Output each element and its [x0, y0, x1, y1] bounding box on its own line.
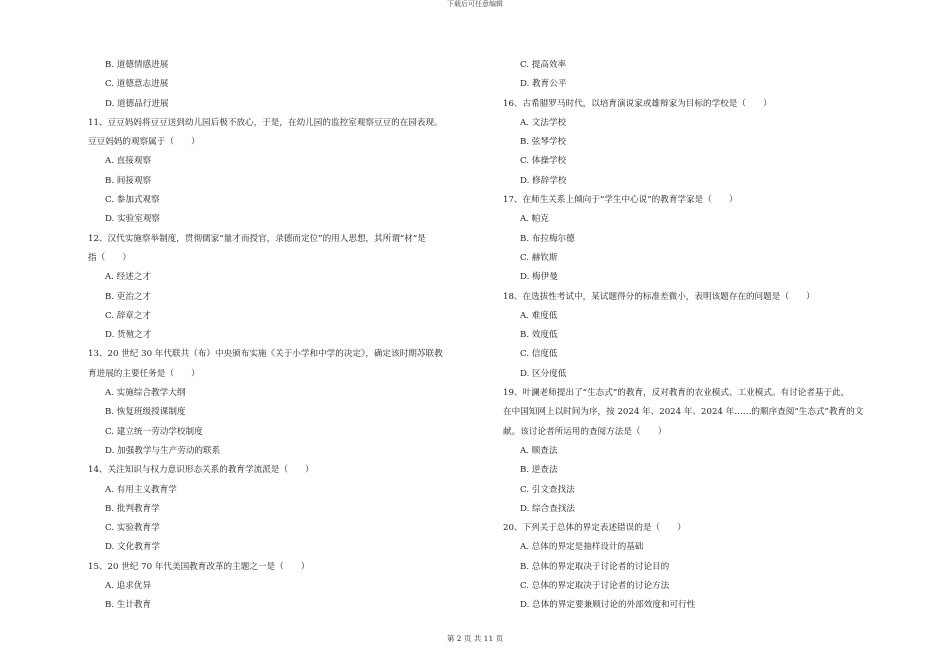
answer-option: B. 总体的界定取决于讨论者的讨论目的 — [520, 561, 670, 572]
answer-option: B. 恢复班级授课制度 — [105, 407, 186, 418]
answer-option: C. 道德意志进展 — [105, 79, 169, 90]
question-text: 14、关注知识与权力意识形态关系的教育学流派是（ ） — [88, 465, 314, 476]
question-text: 12、汉代实施察举制度，贯彻儒家“量才而授官，录德而定位”的用人思想，其所谓“材”是 — [88, 233, 426, 244]
answer-option: B. 间接观察 — [105, 175, 152, 186]
answer-option: B. 弦琴学校 — [520, 137, 567, 148]
answer-option: C. 提高效率 — [520, 60, 567, 70]
answer-option: A. 顺查法 — [520, 445, 558, 456]
question-text: 15、20 世纪 70 年代美国教育改革的主题之一是（ ） — [88, 561, 310, 572]
answer-option: D. 梅伊曼 — [520, 272, 558, 283]
answer-option: C. 体操学校 — [520, 156, 567, 167]
answer-option: D. 文化教育学 — [105, 542, 161, 553]
answer-option: A. 实施综合教学大纲 — [105, 388, 186, 399]
answer-option: B. 布拉梅尔德 — [520, 233, 575, 244]
answer-option: C. 建立统一劳动学校制度 — [105, 426, 203, 437]
question-text: 11、豆豆妈妈将豆豆送到幼儿园后极不放心，于是，在幼儿园的监控室观察豆豆的在园表现。 — [88, 117, 443, 128]
answer-option: C. 实验教育学 — [105, 523, 160, 534]
answer-option: B. 生计教育 — [105, 600, 152, 611]
answer-option: D. 总体的界定要兼顾讨论的外部效度和可行性 — [520, 600, 696, 611]
answer-option: B. 吏治之才 — [105, 291, 152, 302]
answer-option: A. 直接观察 — [105, 156, 152, 167]
page-header: 下载后可任意编辑 — [447, 0, 503, 8]
question-text: 指（ ） — [88, 252, 131, 263]
question-text: 20、下列关于总体的界定表述错误的是（ ） — [503, 523, 686, 534]
answer-option: A. 经述之才 — [105, 272, 152, 283]
answer-option: D. 加强教学与生产劳动的联系 — [105, 445, 221, 456]
left-column — [88, 56, 488, 616]
answer-option: B. 效度低 — [520, 330, 558, 341]
answer-option: B. 逆查法 — [520, 465, 558, 476]
answer-option: D. 区分度低 — [520, 368, 567, 379]
question-text: 育进展的主要任务是（ ） — [88, 368, 200, 379]
answer-option: A. 帕克 — [520, 214, 549, 225]
answer-option: C. 引文查找法 — [520, 484, 575, 495]
question-text: 献。该讨论者所运用的查阅方法是（ ） — [503, 426, 667, 437]
answer-option: C. 总体的界定取决于讨论者的讨论方法 — [520, 581, 670, 592]
answer-option: A. 总体的界定是抽样设计的基础 — [520, 542, 644, 553]
question-text: 19、叶澜老师提出了“生态式”的教育，反对教育的农业模式、工业模式。有讨论者基于此， — [503, 388, 850, 399]
answer-option: D. 综合查找法 — [520, 503, 576, 514]
question-text: 豆豆妈妈的观察属于（ ） — [88, 137, 200, 148]
answer-option: D. 货殖之才 — [105, 330, 152, 341]
page-footer: 第 2 页 共 11 页 — [446, 634, 504, 643]
answer-option: A. 追求优异 — [105, 581, 152, 592]
question-text: 18、在选拔性考试中，某试题得分的标准差微小，表明该题存在的问题是（ ） — [503, 291, 815, 302]
question-text: 13、20 世纪 30 年代联共（布）中央颁布实施《关于小学和中学的决定》，确定该时期苏联教 — [88, 349, 443, 360]
answer-option: C. 赫钦斯 — [520, 252, 558, 263]
answer-option: B. 道德情感进展 — [105, 60, 169, 70]
right-column — [503, 56, 913, 616]
answer-option: D. 道德品行进展 — [105, 98, 169, 109]
answer-option: D. 修辞学校 — [520, 175, 567, 186]
question-text: 17、在师生关系上倾向于“学生中心说”的教育学家是（ ） — [503, 195, 738, 206]
answer-option: A. 文法学校 — [520, 117, 567, 128]
question-text: 在中国知网上以时间为序，按 2024 年、2024 年、2024 年……的顺序查阅“生态式”教育的文 — [503, 407, 864, 418]
answer-option: D. 教育公平 — [520, 79, 567, 90]
question-text: 16、古希腊罗马时代，以培育演说家或雄辩家为目标的学校是（ ） — [503, 98, 772, 109]
answer-option: D. 实验室观察 — [105, 214, 161, 225]
answer-option: A. 难度低 — [520, 310, 558, 321]
answer-option: C. 信度低 — [520, 349, 558, 360]
answer-option: A. 有用主义教育学 — [105, 484, 177, 495]
answer-option: C. 参加式观察 — [105, 195, 160, 206]
answer-option: B. 批判教育学 — [105, 503, 160, 514]
answer-option: C. 辞章之才 — [105, 310, 152, 321]
